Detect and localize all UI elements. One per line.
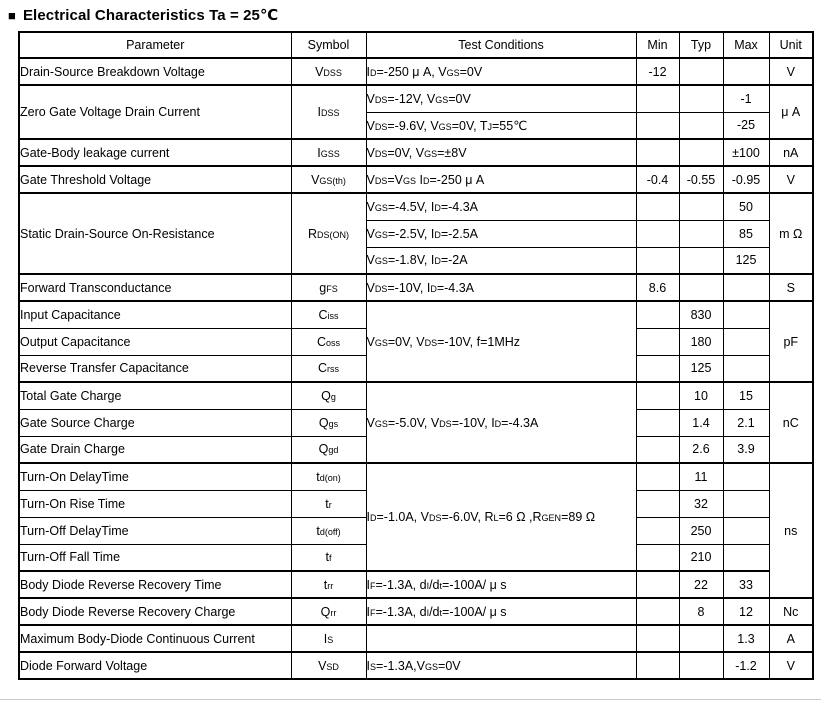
param-cell: Body Diode Reverse Recovery Charge xyxy=(19,598,291,625)
cond-cell: VGS=-1.8V, ID=-2A xyxy=(366,247,636,274)
typ-cell: 125 xyxy=(679,355,723,382)
typ-cell xyxy=(679,652,723,679)
square-bullet-icon: ■ xyxy=(8,7,16,23)
min-cell xyxy=(636,139,679,166)
table-row xyxy=(19,382,813,409)
section-title xyxy=(8,6,821,24)
min-cell xyxy=(636,382,679,409)
param-cell: Forward Transconductance xyxy=(19,274,291,301)
header-test-conditions: Test Conditions xyxy=(366,32,636,58)
symbol-cell: Qgs xyxy=(291,409,366,436)
typ-cell: 1.4 xyxy=(679,409,723,436)
max-cell: -25 xyxy=(723,112,769,139)
unit-cell: V xyxy=(769,58,813,85)
typ-cell xyxy=(679,274,723,301)
cond-cell: VGS=-4.5V, ID=-4.3A xyxy=(366,193,636,220)
max-cell xyxy=(723,301,769,328)
param-cell: Total Gate Charge xyxy=(19,382,291,409)
min-cell: -0.4 xyxy=(636,166,679,193)
min-cell xyxy=(636,112,679,139)
max-cell: 3.9 xyxy=(723,436,769,463)
param-cell: Static Drain-Source On-Resistance xyxy=(19,193,291,274)
min-cell xyxy=(636,85,679,112)
max-cell: -1.2 xyxy=(723,652,769,679)
typ-cell xyxy=(679,247,723,274)
max-cell xyxy=(723,490,769,517)
electrical-characteristics-table xyxy=(18,31,814,680)
max-cell xyxy=(723,544,769,571)
symbol-cell: IDSS xyxy=(291,85,366,139)
cond-cell: ID=-250 μ A, VGS=0V xyxy=(366,58,636,85)
param-cell: Input Capacitance xyxy=(19,301,291,328)
max-cell: 85 xyxy=(723,220,769,247)
min-cell xyxy=(636,598,679,625)
table-row xyxy=(19,139,813,166)
table-row xyxy=(19,652,813,679)
min-cell xyxy=(636,328,679,355)
header-symbol: Symbol xyxy=(291,32,366,58)
min-cell: 8.6 xyxy=(636,274,679,301)
typ-cell: 180 xyxy=(679,328,723,355)
symbol-cell: VSD xyxy=(291,652,366,679)
unit-cell: Nc xyxy=(769,598,813,625)
section-title-text: Electrical Characteristics Ta = 25℃ xyxy=(22,7,279,24)
typ-cell xyxy=(679,220,723,247)
typ-cell: 2.6 xyxy=(679,436,723,463)
min-cell xyxy=(636,517,679,544)
min-cell xyxy=(636,652,679,679)
unit-cell: μ A xyxy=(769,85,813,139)
param-cell: Maximum Body-Diode Continuous Current xyxy=(19,625,291,652)
typ-cell xyxy=(679,193,723,220)
min-cell xyxy=(636,220,679,247)
unit-cell: S xyxy=(769,274,813,301)
param-cell: Turn-Off DelayTime xyxy=(19,517,291,544)
max-cell: 12 xyxy=(723,598,769,625)
symbol-cell: IS xyxy=(291,625,366,652)
symbol-cell: tf xyxy=(291,544,366,571)
param-cell: Gate Threshold Voltage xyxy=(19,166,291,193)
typ-cell: 11 xyxy=(679,463,723,490)
param-cell: Gate-Body leakage current xyxy=(19,139,291,166)
param-cell: Drain-Source Breakdown Voltage xyxy=(19,58,291,85)
min-cell xyxy=(636,355,679,382)
typ-cell: 8 xyxy=(679,598,723,625)
symbol-cell: trr xyxy=(291,571,366,598)
table-row xyxy=(19,58,813,85)
param-cell: Gate Source Charge xyxy=(19,409,291,436)
symbol-cell: IGSS xyxy=(291,139,366,166)
typ-cell xyxy=(679,58,723,85)
table-row xyxy=(19,166,813,193)
max-cell xyxy=(723,517,769,544)
header-min: Min xyxy=(636,32,679,58)
table-row xyxy=(19,571,813,598)
typ-cell: 210 xyxy=(679,544,723,571)
symbol-cell: Crss xyxy=(291,355,366,382)
param-cell: Gate Drain Charge xyxy=(19,436,291,463)
max-cell: ±100 xyxy=(723,139,769,166)
max-cell: 125 xyxy=(723,247,769,274)
header-parameter: Parameter xyxy=(19,32,291,58)
max-cell: -0.95 xyxy=(723,166,769,193)
page-edge-line xyxy=(0,699,821,700)
header-max: Max xyxy=(723,32,769,58)
table-row xyxy=(19,598,813,625)
max-cell xyxy=(723,274,769,301)
cond-cell: VGS=-2.5V, ID=-2.5A xyxy=(366,220,636,247)
param-cell: Turn-On Rise Time xyxy=(19,490,291,517)
typ-cell xyxy=(679,85,723,112)
min-cell xyxy=(636,625,679,652)
header-typ: Typ xyxy=(679,32,723,58)
typ-cell: 32 xyxy=(679,490,723,517)
min-cell xyxy=(636,193,679,220)
max-cell xyxy=(723,328,769,355)
cond-cell: VGS=-5.0V, VDS=-10V, ID=-4.3A xyxy=(366,382,636,463)
min-cell: -12 xyxy=(636,58,679,85)
cond-cell: ID=-1.0A, VDS=-6.0V, RL=6 Ω ,RGEN=89 Ω xyxy=(366,463,636,571)
typ-cell xyxy=(679,625,723,652)
unit-cell: m Ω xyxy=(769,193,813,274)
param-cell: Diode Forward Voltage xyxy=(19,652,291,679)
header-unit: Unit xyxy=(769,32,813,58)
cond-cell: VDS=-10V, ID=-4.3A xyxy=(366,274,636,301)
cond-cell xyxy=(366,625,636,652)
min-cell xyxy=(636,571,679,598)
table-row xyxy=(19,193,813,220)
symbol-cell: Qg xyxy=(291,382,366,409)
cond-cell: IS=-1.3A,VGS=0V xyxy=(366,652,636,679)
symbol-cell: Qrr xyxy=(291,598,366,625)
symbol-cell: td(on) xyxy=(291,463,366,490)
symbol-cell: Ciss xyxy=(291,301,366,328)
typ-cell: 10 xyxy=(679,382,723,409)
unit-cell: V xyxy=(769,652,813,679)
min-cell xyxy=(636,544,679,571)
unit-cell: pF xyxy=(769,301,813,382)
max-cell xyxy=(723,58,769,85)
cond-cell: VDS=VGS ID=-250 μ A xyxy=(366,166,636,193)
symbol-cell: RDS(ON) xyxy=(291,193,366,274)
unit-cell: A xyxy=(769,625,813,652)
cond-cell: VDS=-9.6V, VGS=0V, TJ=55℃ xyxy=(366,112,636,139)
param-cell: Body Diode Reverse Recovery Time xyxy=(19,571,291,598)
max-cell: 1.3 xyxy=(723,625,769,652)
symbol-cell: Qgd xyxy=(291,436,366,463)
unit-cell: ns xyxy=(769,463,813,598)
cond-cell: VDS=-12V, VGS=0V xyxy=(366,85,636,112)
cond-cell: VDS=0V, VGS=±8V xyxy=(366,139,636,166)
unit-cell: V xyxy=(769,166,813,193)
symbol-cell: tr xyxy=(291,490,366,517)
unit-cell: nC xyxy=(769,382,813,463)
min-cell xyxy=(636,490,679,517)
max-cell: -1 xyxy=(723,85,769,112)
table-header-row xyxy=(19,32,813,58)
typ-cell xyxy=(679,112,723,139)
symbol-cell: Coss xyxy=(291,328,366,355)
cond-cell: IF=-1.3A, dI/dt=-100A/ μ s xyxy=(366,598,636,625)
unit-cell: nA xyxy=(769,139,813,166)
table-row xyxy=(19,463,813,490)
min-cell xyxy=(636,463,679,490)
symbol-cell: VDSS xyxy=(291,58,366,85)
max-cell xyxy=(723,355,769,382)
max-cell: 2.1 xyxy=(723,409,769,436)
table-row xyxy=(19,85,813,112)
param-cell: Output Capacitance xyxy=(19,328,291,355)
param-cell: Reverse Transfer Capacitance xyxy=(19,355,291,382)
table-row xyxy=(19,274,813,301)
max-cell: 50 xyxy=(723,193,769,220)
min-cell xyxy=(636,247,679,274)
max-cell: 15 xyxy=(723,382,769,409)
cond-cell: IF=-1.3A, dI/dt=-100A/ μ s xyxy=(366,571,636,598)
table-row xyxy=(19,625,813,652)
cond-cell: VGS=0V, VDS=-10V, f=1MHz xyxy=(366,301,636,382)
table-row xyxy=(19,301,813,328)
typ-cell: 22 xyxy=(679,571,723,598)
symbol-cell: td(off) xyxy=(291,517,366,544)
param-cell: Turn-On DelayTime xyxy=(19,463,291,490)
min-cell xyxy=(636,409,679,436)
param-cell: Zero Gate Voltage Drain Current xyxy=(19,85,291,139)
typ-cell xyxy=(679,139,723,166)
symbol-cell: VGS(th) xyxy=(291,166,366,193)
max-cell: 33 xyxy=(723,571,769,598)
max-cell xyxy=(723,463,769,490)
typ-cell: 250 xyxy=(679,517,723,544)
param-cell: Turn-Off Fall Time xyxy=(19,544,291,571)
min-cell xyxy=(636,301,679,328)
typ-cell: -0.55 xyxy=(679,166,723,193)
typ-cell: 830 xyxy=(679,301,723,328)
min-cell xyxy=(636,436,679,463)
symbol-cell: gFS xyxy=(291,274,366,301)
